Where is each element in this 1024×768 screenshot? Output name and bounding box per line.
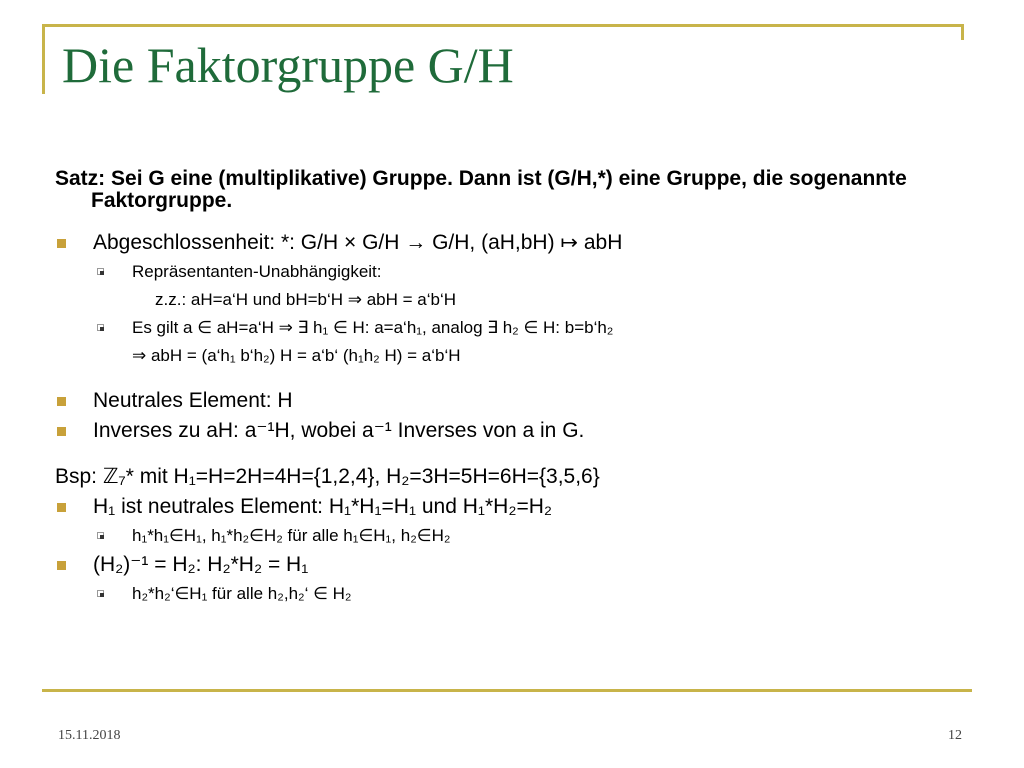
slide-content [55, 168, 975, 608]
list-item-abgeschlossenheit: Abgeschlossenheit: *: G/H × G/H → G/H, (aH,bH) ↦ abH [55, 228, 975, 258]
slide-title: Die Faktorgruppe G/H [62, 37, 514, 93]
checkbox-bullet-icon [97, 268, 104, 275]
square-bullet-icon [57, 427, 66, 436]
list-item-h1-neutral: H₁ ist neutrales Element: H₁*H₁=H₁ und H₁*H₂=H₂ [55, 492, 975, 522]
square-bullet-icon [57, 239, 66, 248]
sub-item-h2-detail: h₂*h₂‘∈H₁ für alle h₂,h₂‘ ∈ H₂ [55, 580, 975, 608]
square-bullet-icon [57, 503, 66, 512]
top-frame-line [42, 24, 964, 27]
checkbox-bullet-icon [97, 324, 104, 331]
left-frame-line [42, 24, 45, 94]
checkbox-bullet-icon [97, 532, 104, 539]
to-show-line: z.z.: aH=a‘H und bH=b‘H ⇒ abH = a‘b‘H [155, 290, 457, 309]
right-frame-tick [961, 24, 964, 40]
footer-date: 15.11.2018 [58, 728, 121, 743]
sub-item-h1-detail: h₁*h₁∈H₁, h₁*h₂∈H₂ für alle h₁∈H₁, h₂∈H₂ [55, 522, 975, 550]
sub-item-es-gilt: Es gilt a ∈ aH=a‘H ⇒ ∃ h₁ ∈ H: a=a‘h₁, analog ∃ h₂ ∈ H: b=b‘h₂ [55, 314, 975, 342]
list-item-neutral: Neutrales Element: H [55, 386, 975, 416]
sub-item-repraesentanten: Repräsentanten-Unabhängigkeit: [55, 258, 975, 286]
list-item-h2-inverse: (H₂)⁻¹ = H₂: H₂*H₂ = H₁ [55, 550, 975, 580]
example-line: Bsp: ℤ₇* mit H₁=H=2H=4H={1,2,4}, H₂=3H=5H=6H={3,5,6} [55, 465, 600, 488]
page-number: 12 [948, 728, 962, 743]
bottom-divider [42, 689, 972, 692]
square-bullet-icon [57, 397, 66, 406]
list-item-inverses: Inverses zu aH: a⁻¹H, wobei a⁻¹ Inverses von a in G. [55, 416, 975, 446]
conclusion-line: ⇒ abH = (a‘h₁ b‘h₂) H = a‘b‘ (h₁h₂ H) = a‘b‘H [132, 346, 461, 365]
theorem-text: Satz: Sei G eine (multiplikative) Gruppe. Dann ist (G/H,*) eine Gruppe, die sogenannte Faktorgruppe. [55, 167, 907, 212]
square-bullet-icon [57, 561, 66, 570]
checkbox-bullet-icon [97, 590, 104, 597]
